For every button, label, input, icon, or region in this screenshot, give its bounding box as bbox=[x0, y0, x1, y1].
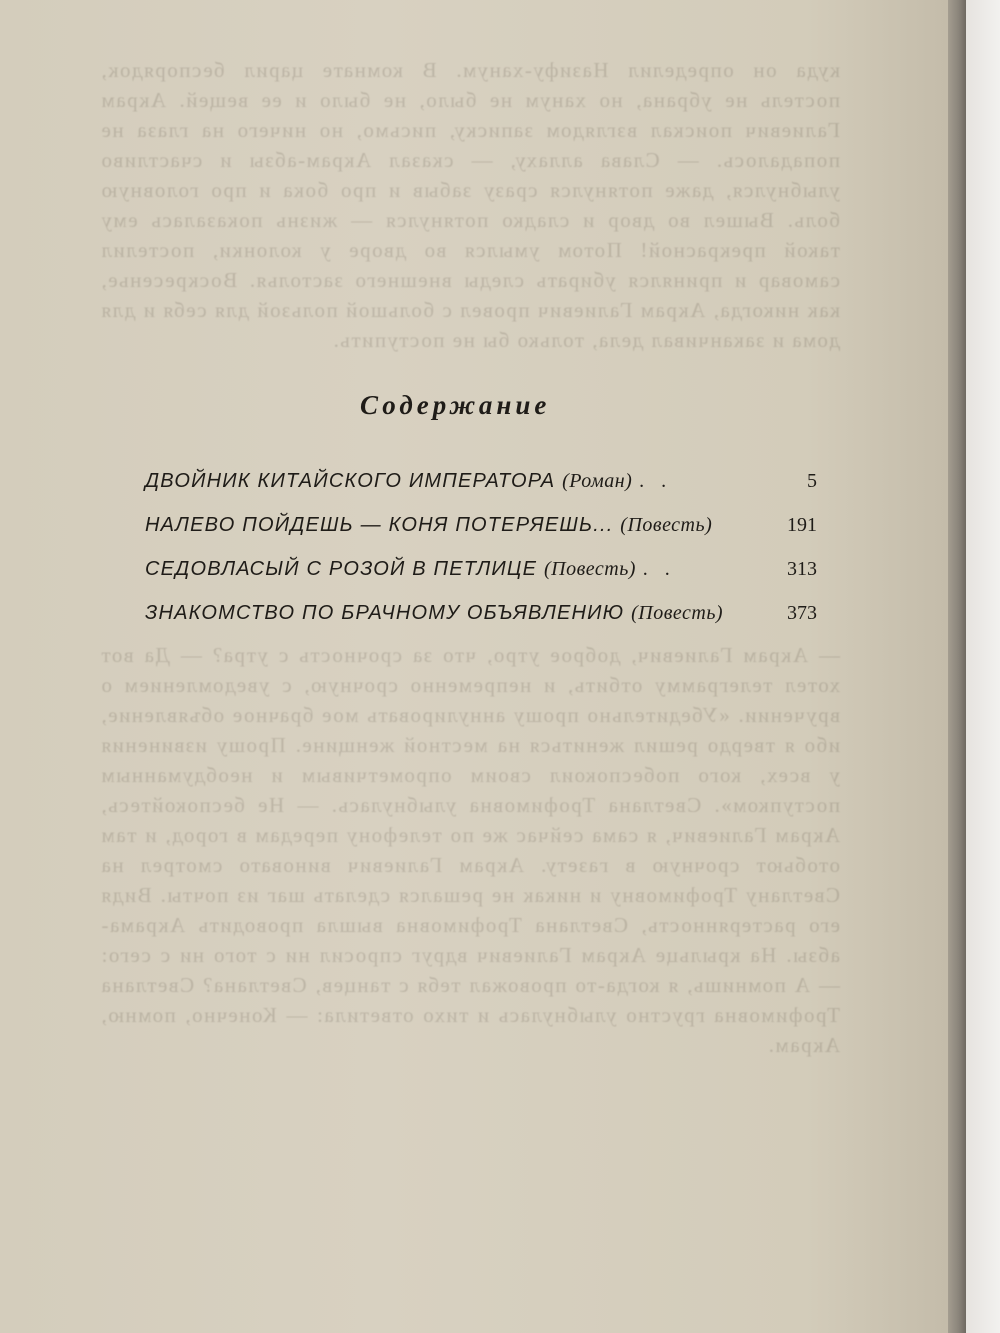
work-title: ДВОЙНИК КИТАЙСКОГО ИМПЕРАТОРА bbox=[145, 470, 556, 492]
work-title: ЗНАКОМСТВО ПО БРАЧНОМУ ОБЪЯВЛЕНИЮ bbox=[145, 602, 625, 624]
toc-entry bbox=[145, 514, 817, 544]
toc-entry bbox=[145, 602, 817, 632]
work-genre: (Повесть) bbox=[620, 514, 713, 536]
work-title: НАЛЕВО ПОЙДЕШЬ — КОНЯ ПОТЕРЯЕШЬ... bbox=[145, 514, 614, 536]
toc-entry-text bbox=[145, 470, 672, 493]
work-genre: (Роман) bbox=[562, 470, 633, 492]
toc-entry-text bbox=[145, 602, 723, 625]
toc-entry-text bbox=[145, 514, 712, 537]
page-edge-shadow bbox=[948, 0, 966, 1333]
show-through-text-top: куда он определил Назифу-ханум. В комнате царил беспорядок, постель не убрана, но ханум не было, не было и ее вещей. Акрам Галиевич поискал взглядом записку, письмо, но ничего на глаза не попадалось. — Слава аллаху, — сказал Акрам-абзы и счастливо улыбнулся, даже потянулся сразу забыв и про бока и про головную боль. Вышел во двор и сладко потянулся — жизнь показалась ему такой прекрасной! Потом умылся во дворе у колонки, постелил самовар и принялся убирать следы внешнего застолья. Воскресенье, как никогда, Акрам Галиевич провел с большой пользой для себя и для дома и заканчивал дела, только бы не поступить. bbox=[100, 58, 840, 352]
toc-entry bbox=[145, 558, 817, 588]
page-number: 5 bbox=[807, 470, 817, 492]
toc-entry bbox=[145, 470, 817, 500]
dot-leader: . . bbox=[642, 558, 676, 580]
work-genre: (Повесть) bbox=[543, 558, 636, 580]
toc-heading: Содержание bbox=[360, 390, 551, 420]
page-number: 373 bbox=[787, 602, 817, 624]
toc-entry-text bbox=[145, 558, 676, 581]
work-genre: (Повесть) bbox=[631, 602, 724, 624]
dot-leader: . . bbox=[639, 470, 673, 492]
work-title: СЕДОВЛАСЫЙ С РОЗОЙ В ПЕТЛИЦЕ bbox=[145, 558, 538, 580]
page-number: 191 bbox=[787, 514, 817, 536]
next-page-margin bbox=[966, 0, 1000, 1333]
show-through-text-bottom: — Акрам Галиевич, доброе утро, что за срочность с утра? — Да вот хотел телеграмму отбить, и непременно срочную, с уведомлением о вручении. «Убедительно прошу аннулировать мое брачное объявление, ибо я твердо решил жениться на местной женщине. Прошу извинения у всех, кого побеспокоил своим опрометчивым и необдуманным поступком». Светлана Трофимовна улыбнулась. — Не беспокойтесь, Акрам Галиевич, я сама сейчас же по телефону передам в город, и там отобьют срочную в газету. Акрам Галиевич виновато смотрел на Светлану Трофимовну и никак не решался сделать шаг из почты. Видя его растерянность, Светлана Трофимовна вышла проводить Акрама-абзы. На крыльце Акрам Галиевич вдруг спросил ни с того ни с сего: — А помнишь, я когда-то провожал тебя с танцев, Светлана? Светлана Трофимовна грустно улыбнулась и тихо ответила: — Конечно, помню, Акрам. bbox=[100, 643, 840, 1057]
page-number: 313 bbox=[787, 558, 817, 580]
